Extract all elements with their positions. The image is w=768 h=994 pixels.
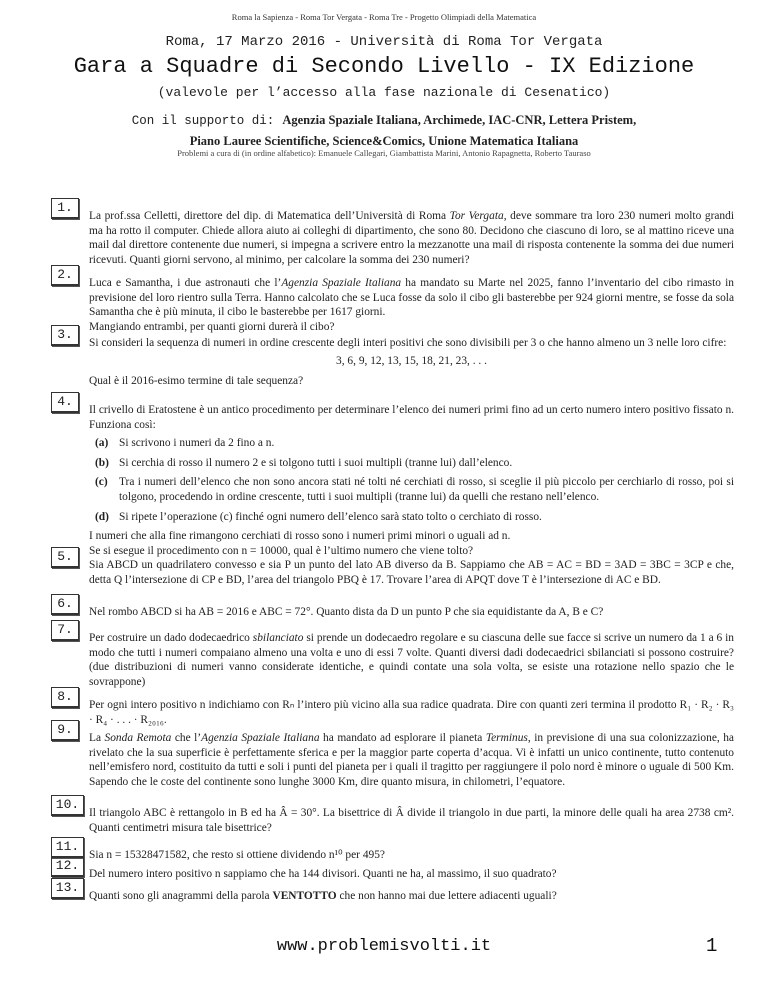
authors-line: Problemi a cura di (in ordine alfabetico): Emanuele Callegari, Giambattista Marini, Antonio Rapagnetta, Roberto Tauraso: [177, 148, 591, 158]
problem-text: [89, 276, 734, 334]
problem-text: [89, 631, 734, 689]
text-segment: , in previsione di una sua colonizzazione, ha rivelato che la sua superficie è perfettamente sferica e per la maggior parte coperta d’acqua. Vi è infatti un unico continente, tutto contenuto nell’emisfero nord, costituito da tutti e soli i punti del pianeta per i quali il tragitto per raggiungere il polo nord è minore o uguale di 500 Km. Sapendo che le coste del continente sono lunghe 3000 Km, dire quanto misura, in chilometri, l’equatore.: [89, 732, 734, 788]
problem-number: 3.: [51, 325, 79, 346]
text-segment: Si consideri la sequenza di numeri in ordine crescente degli interi positivi che sono divisibili per 3 o che hanno almeno un 3 nelle loro cifre:: [89, 337, 727, 349]
text-segment: Se si esegue il procedimento con n = 10000, qual è l’ultimo numero che viene tolto?: [89, 544, 474, 557]
text-segment: Qual è il 2016-esimo termine di tale sequenza?: [89, 375, 304, 388]
problem-text: Nel rombo ABCD si ha AB = 2016 e ABC = 72°. Quanto dista da D un punto P che sia equidistante da A, B e C?: [89, 606, 604, 618]
problem-number: 8.: [51, 687, 79, 708]
text-segment: che non hanno mai due lettere adiacenti uguali?: [336, 890, 557, 902]
item-label: (b): [95, 456, 109, 469]
problem-text: Il triangolo ABC è rettangolo in B ed ha Â = 30°. La bisettrice di Â divide il triangolo in due parti, la minore delle quali ha area 2738 cm². Quanti centimetri misura tale bisettrice?: [89, 807, 734, 834]
date-place: Roma, 17 Marzo 2016 - Università di Roma Tor Vergata: [165, 34, 603, 50]
problem-number: 12.: [51, 856, 84, 877]
problem-number: 2.: [51, 265, 79, 286]
item-text: Tra i numeri dell’elenco che non sono ancora stati né tolti né cerchiati di rosso, si sceglie il più piccolo per cerchiarlo di rosso, poi si tolgono, procedendo in ordine crescente, tutti i suoi multipli (tranne lui) da quelli che restano nell’elenco.: [119, 476, 734, 503]
sponsors-line-1: Agenzia Spaziale Italiana, Archimede, IAC-CNR, Lettera Pristem,: [282, 113, 637, 127]
problem-number: 5.: [51, 547, 79, 568]
problem-number: 6.: [51, 594, 79, 615]
problem-text: Per ogni intero positivo n indichiamo con Rₙ l’intero più vicino alla sua radice quadrata. Dire con quanti zeri termina il prodotto R₁ · R₂ · R₃ · R₄ · . . . · R₂₀₁₆.: [89, 699, 734, 726]
text-segment: La prof.ssa Celletti, direttore del dip. di Matematica dell’Università di Roma: [89, 210, 450, 222]
italic-segment: Tor Vergata: [449, 210, 504, 222]
problem-text: [89, 889, 734, 904]
page-number: 1: [706, 935, 718, 957]
problem-number: 1.: [51, 198, 79, 219]
list-item: [89, 456, 734, 471]
text-segment: ha mandato su Marte nel 2025, fanno l’inventario del cibo rimasto in previsione del loro rientro sulla Terra. Hanno calcolato che se Luca fosse da solo il cibo gli basterebbe per 924 giorni mentre, se fosse da sola Samantha che è più minuta, il cibo le basterebbe per 1617 giorni.: [89, 277, 735, 319]
text-segment: I numeri che alla fine rimangono cerchiati di rosso sono i numeri primi minori o uguali ad n.: [89, 530, 511, 543]
item-text: Si cerchia di rosso il numero 2 e si tolgono tutti i suoi multipli (tranne lui) dall’elenco.: [119, 456, 513, 469]
text-segment: Quanti sono gli anagrammi della parola: [89, 890, 273, 902]
text-segment: La: [89, 732, 105, 744]
item-label: (a): [95, 437, 109, 450]
list-item: [89, 475, 734, 504]
text-segment: che l’: [171, 732, 202, 744]
bold-segment: VENTOTTO: [272, 890, 337, 902]
text-segment: Mangiando entrambi, per quanti giorni durerà il cibo?: [89, 320, 335, 333]
sponsors-line-2: Piano Lauree Scientifiche, Science&Comics, Unione Matematica Italiana: [189, 134, 579, 148]
text-segment: si prende un dodecaedro regolare e su ciascuna delle sue facce si scrive un numero da 1 a 6 in modo che tutti i numeri compaiano almeno una volta e uno di essi 7 volte. Quanti diversi dadi dodecaedrici sbilanciati si possono costruire? (due distribuzioni di numeri vanno considerate identiche, e quindi contate una sola volta, se esiste una rotazione nello spazio che le sovrappone): [89, 632, 734, 688]
italic-segment: sbilanciato: [252, 632, 304, 644]
text-segment: Luca e Samantha, i due astronauti che l’: [89, 277, 282, 289]
problem-number: 9.: [51, 720, 79, 741]
support-label: Con il supporto di:: [131, 114, 275, 128]
problem-text: Sia ABCD un quadrilatero convesso e sia P un punto del lato AB diverso da B. Sappiamo che AB = AC = BD = 3AD = 3BC = 3CP e che, detta Q l’intersezione di CP e BD, l’area del triangolo PBQ è 17. Trovare l’area di APQT dove T è l’intersezione di AC e BD.: [89, 559, 734, 586]
problem-text: [89, 731, 734, 789]
text-segment: , deve sommare tra loro 230 numeri molto grandi ma ha rotto il computer. Chiede allora aiuto ai colleghi di dipartimento, che sono 80. Decidono che ciascuno di loro, se al mattino riceve una mail dal direttore contenente due numeri, si impegna a scrivere entro la mezzanotte una mail di risposta contenente la somma dei due numeri ricevuti. Quanti giorni servono, al minimo, per calcolare la somma dei 230 numeri?: [89, 210, 734, 266]
problem-text: [89, 403, 734, 558]
italic-segment: Agenzia Spaziale Italiana: [281, 277, 402, 289]
italic-segment: Agenzia Spaziale Italiana: [201, 732, 320, 744]
footer-url: www.problemisvolti.it: [276, 937, 492, 956]
problem-text: Sia n = 15328471582, che resto si ottiene dividendo n¹⁰ per 495?: [89, 849, 385, 861]
item-label: (d): [95, 510, 109, 523]
problem-text: [89, 209, 734, 267]
text-segment: Per costruire un dado dodecaedrico: [89, 632, 253, 644]
problem-text: [89, 336, 734, 389]
problem-text: Del numero intero positivo n sappiamo che ha 144 divisori. Quanti ne ha, al massimo, il suo quadrato?: [89, 868, 557, 880]
item-text: Si ripete l’operazione (c) finché ogni numero dell’elenco sarà stato tolto o cerchiato di rosso.: [119, 510, 542, 523]
list-item: [89, 436, 734, 451]
problem-number: 10.: [51, 795, 84, 816]
text-segment: Il crivello di Eratostene è un antico procedimento per determinare l’elenco dei numeri primi fino ad un certo numero intero positivo fissato n. Funziona così:: [89, 404, 734, 431]
item-label: (c): [95, 476, 108, 489]
universities-line: Roma la Sapienza - Roma Tor Vergata - Roma Tre - Progetto Olimpiadi della Matematica: [231, 12, 537, 22]
text-segment: ha mandato ad esplorare il pianeta: [319, 732, 486, 744]
italic-segment: Sonda Remota: [104, 732, 172, 744]
sequence: 3, 6, 9, 12, 13, 15, 18, 21, 23, . . .: [336, 354, 487, 367]
problem-number: 7.: [51, 620, 79, 641]
item-text: Si scrivono i numeri da 2 fino a n.: [119, 437, 275, 450]
problem-number: 4.: [51, 392, 79, 413]
italic-segment: Terminus: [485, 732, 528, 744]
page-title: Gara a Squadre di Secondo Livello - IX Edizione: [73, 54, 695, 79]
page-subtitle: (valevole per l’accesso alla fase nazionale di Cesenatico): [157, 85, 611, 100]
sponsors-block: [0, 110, 768, 151]
problem-number: 11.: [51, 837, 84, 858]
problem-number: 13.: [51, 878, 84, 899]
list-item: [89, 510, 734, 525]
